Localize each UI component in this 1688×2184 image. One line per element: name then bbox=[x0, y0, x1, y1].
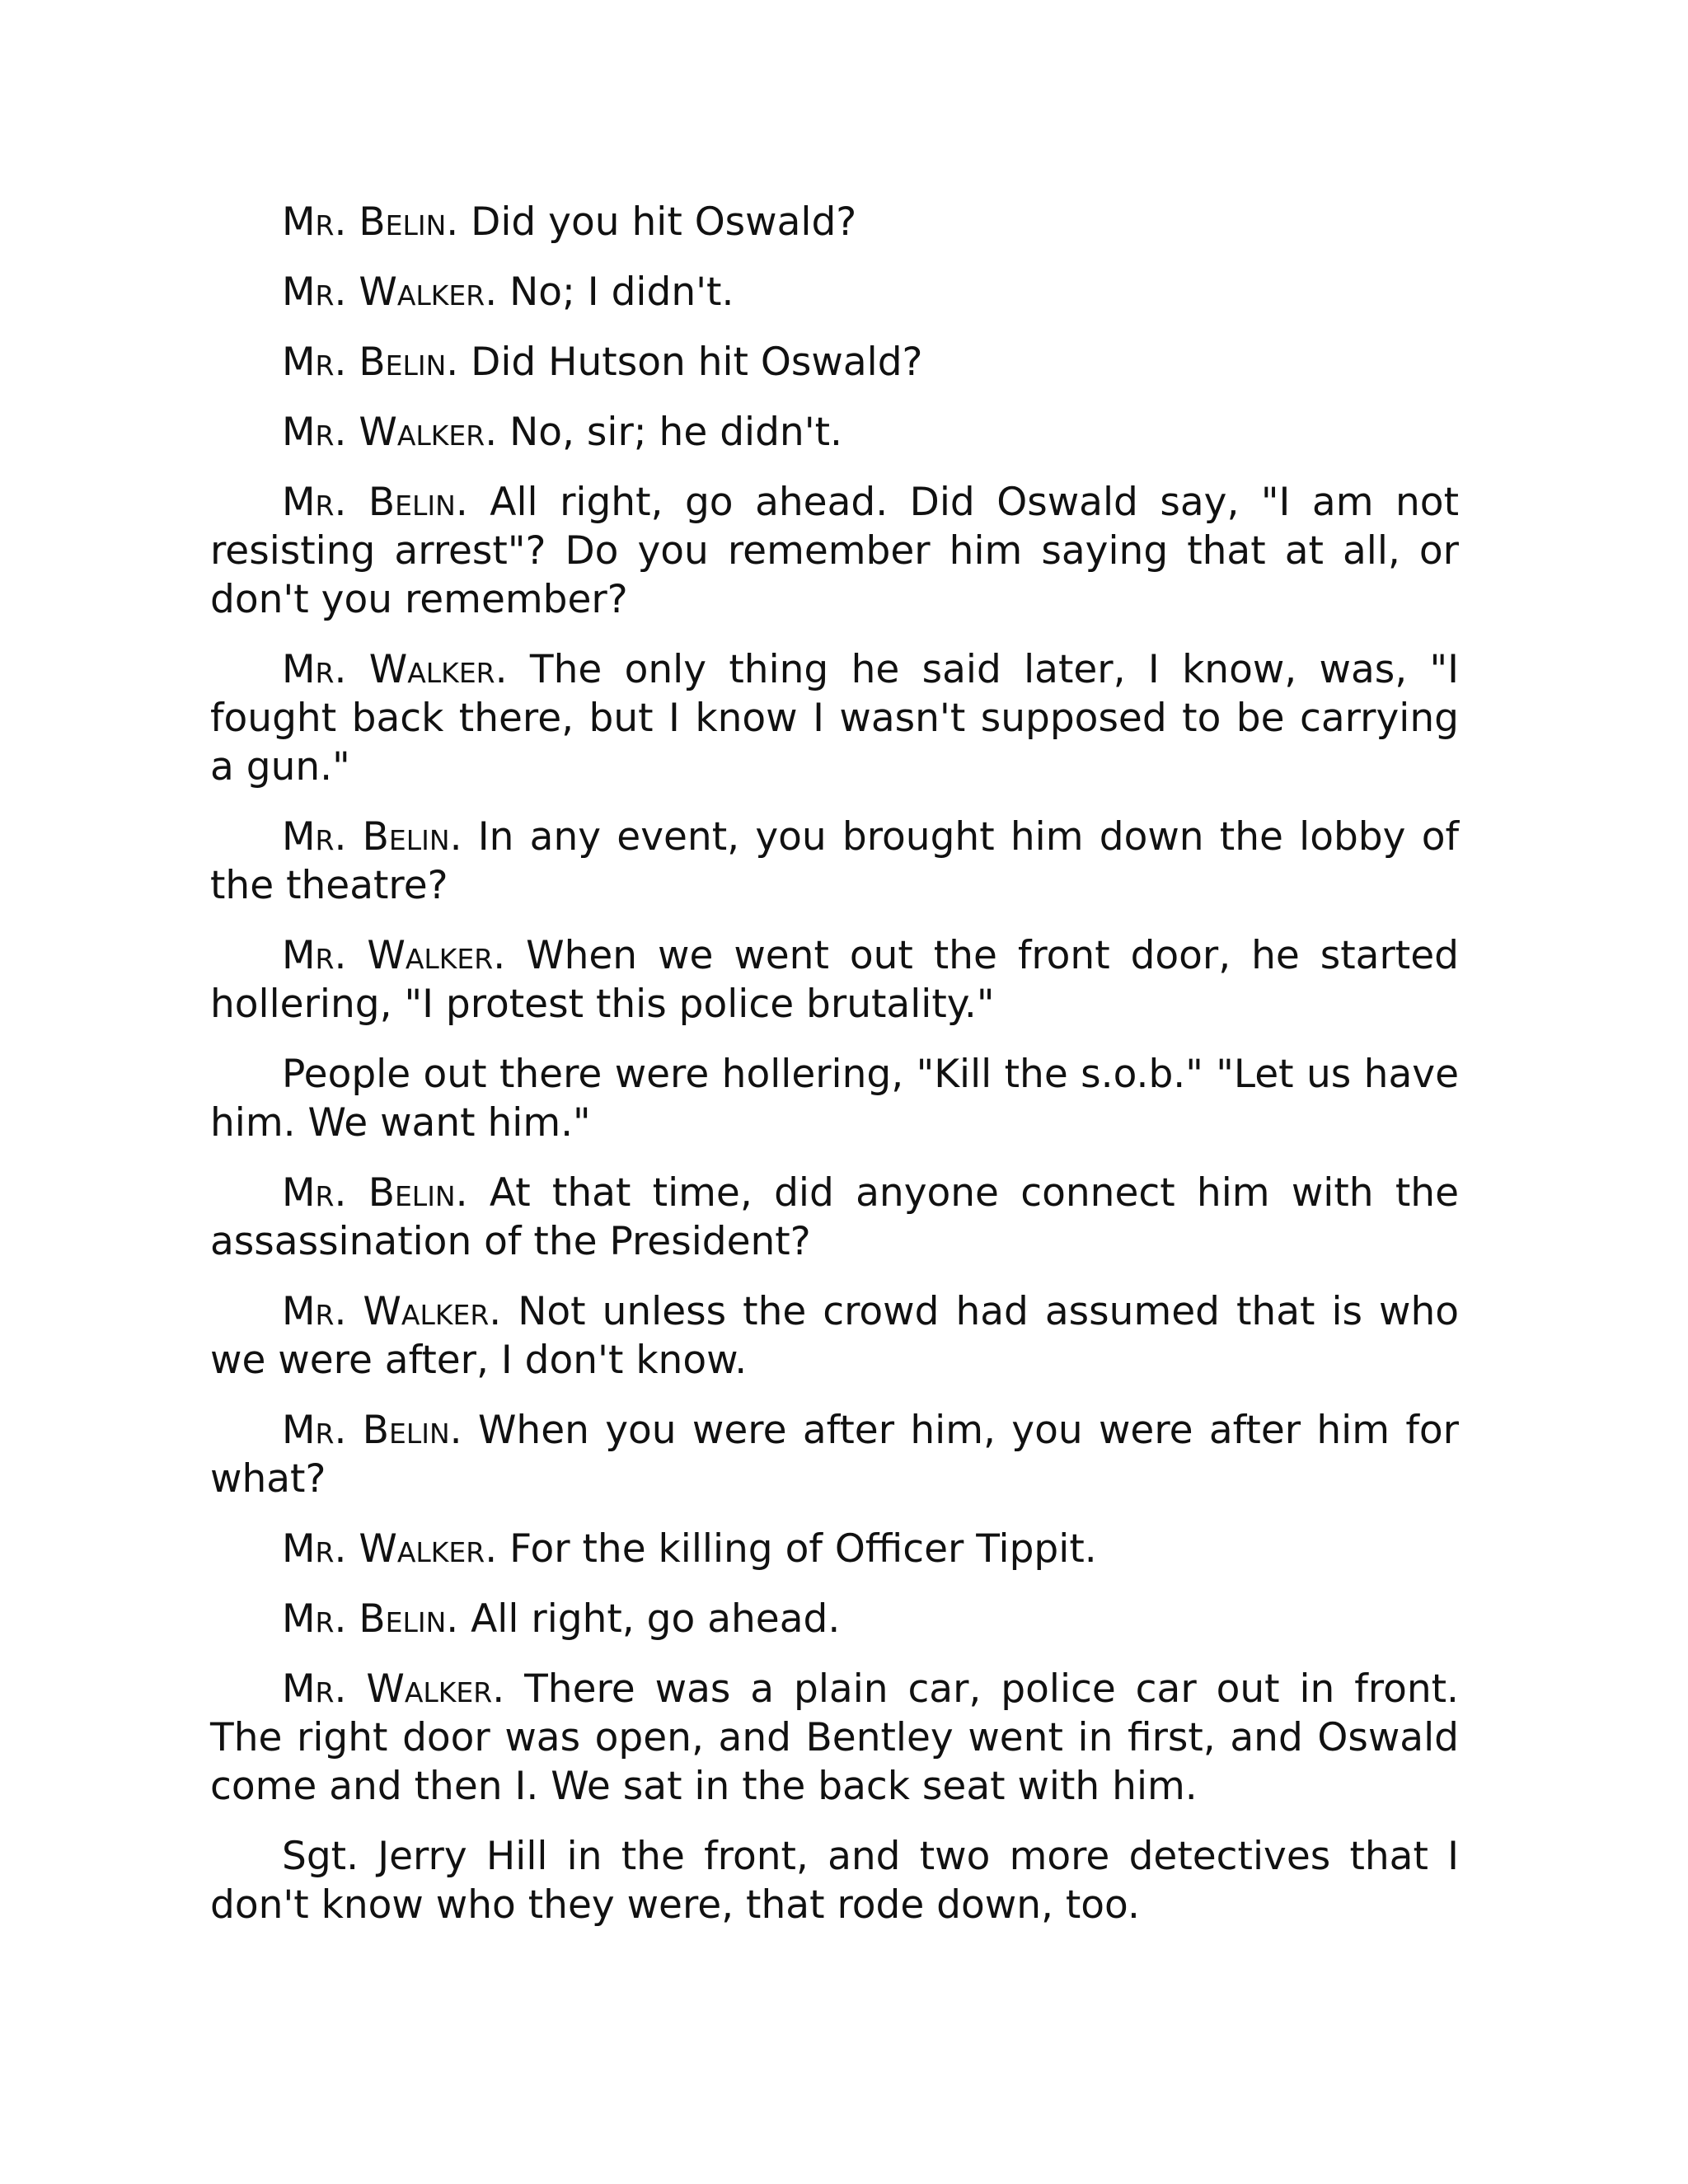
transcript-paragraph: Mr. Belin. All right, go ahead. Did Oswald say, "I am not resisting arrest"? Do you remember him saying that at all, or don't you remember? bbox=[210, 480, 1459, 622]
transcript-paragraph bbox=[210, 1050, 1459, 1147]
transcript-paragraph: Mr. Belin. All right, go ahead. bbox=[282, 1596, 841, 1642]
transcript-paragraph: Mr. Belin. Did you hit Oswald? bbox=[282, 199, 857, 245]
paragraph-text: Did Hutson hit Oswald? bbox=[471, 340, 923, 385]
paragraph-text: At that time, did anyone connect him with the assassination of the President? bbox=[210, 1170, 1459, 1264]
transcript-page bbox=[210, 198, 1459, 1951]
transcript-paragraph: Mr. Walker. For the killing of Officer Tippit. bbox=[282, 1526, 1097, 1572]
paragraph-text: When you were after him, you were after him for what? bbox=[210, 1408, 1459, 1502]
transcript-paragraph: Mr. Walker. Not unless the crowd had assumed that is who we were after, I don't know. bbox=[210, 1289, 1459, 1383]
paragraph-text: There was a plain car, police car out in front. The right door was open, and Bentley went in first, and Oswald come and then I. We sat in the back seat with him. bbox=[210, 1666, 1459, 1809]
speaker-name: Mr. Belin bbox=[282, 1408, 450, 1453]
speaker-name: Mr. Walker bbox=[282, 1666, 493, 1712]
speaker-name: Mr. Belin bbox=[282, 814, 450, 860]
transcript-paragraph: Mr. Walker. No; I didn't. bbox=[282, 269, 734, 315]
speaker-name: Mr. Walker bbox=[282, 1289, 490, 1334]
transcript-paragraph: Mr. Walker. When we went out the front door, he started hollering, "I protest this police brutality." bbox=[210, 933, 1459, 1027]
transcript-paragraph: Mr. Belin. At that time, did anyone connect him with the assassination of the President? bbox=[210, 1170, 1459, 1264]
paragraph-text: When we went out the front door, he started hollering, "I protest this police brutality." bbox=[210, 933, 1459, 1027]
speaker-name: Mr. Walker bbox=[282, 933, 494, 978]
speaker-name: Mr. Walker bbox=[282, 410, 485, 455]
speaker-name: Mr. Belin bbox=[282, 480, 456, 525]
speaker-name: Mr. Walker bbox=[282, 1526, 485, 1572]
transcript-paragraph: Mr. Walker. The only thing he said later, I know, was, "I fought back there, but I know I wasn't supposed to be carrying a gun." bbox=[210, 647, 1460, 790]
transcript-paragraph: Mr. Belin. Did Hutson hit Oswald? bbox=[282, 340, 923, 385]
speaker-name: Mr. Walker bbox=[282, 269, 485, 315]
paragraph-text: People out there were hollering, "Kill the s.o.b." "Let us have him. We want him." bbox=[210, 1052, 1459, 1146]
speaker-name: Mr. Walker bbox=[282, 647, 495, 692]
paragraph-text: Sgt. Jerry Hill in the front, and two more detectives that I don't know who they were, that rode down, too. bbox=[210, 1834, 1459, 1928]
paragraph-text: The only thing he said later, I know, was, "I fought back there, but I know I wasn't supposed to be carrying a gun." bbox=[210, 647, 1460, 790]
speaker-name: Mr. Belin bbox=[282, 199, 447, 245]
paragraph-text: All right, go ahead. bbox=[471, 1596, 841, 1642]
transcript-paragraph: Mr. Walker. No, sir; he didn't. bbox=[282, 410, 842, 455]
transcript-paragraph: Mr. Walker. There was a plain car, police car out in front. The right door was open, and Bentley went in first, and Oswald come and then I. We sat in the back seat with him. bbox=[210, 1666, 1459, 1809]
paragraph-text: In any event, you brought him down the lobby of the theatre? bbox=[210, 814, 1459, 908]
paragraph-text: No, sir; he didn't. bbox=[509, 410, 842, 455]
paragraph-text: For the killing of Officer Tippit. bbox=[509, 1526, 1097, 1572]
speaker-name: Mr. Belin bbox=[282, 1596, 447, 1642]
transcript-paragraph: Mr. Belin. When you were after him, you were after him for what? bbox=[210, 1408, 1459, 1502]
paragraph-text: Did you hit Oswald? bbox=[471, 199, 857, 245]
transcript-paragraph: Mr. Belin. In any event, you brought him down the lobby of the theatre? bbox=[210, 814, 1459, 908]
speaker-name: Mr. Belin bbox=[282, 340, 447, 385]
paragraph-text: No; I didn't. bbox=[509, 269, 734, 315]
speaker-name: Mr. Belin bbox=[282, 1170, 456, 1216]
paragraph-text: All right, go ahead. Did Oswald say, "I am not resisting arrest"? Do you remember him saying that at all, or don't you remember? bbox=[210, 480, 1459, 622]
transcript-paragraph bbox=[210, 1832, 1459, 1929]
paragraph-text: Not unless the crowd had assumed that is who we were after, I don't know. bbox=[210, 1289, 1459, 1383]
